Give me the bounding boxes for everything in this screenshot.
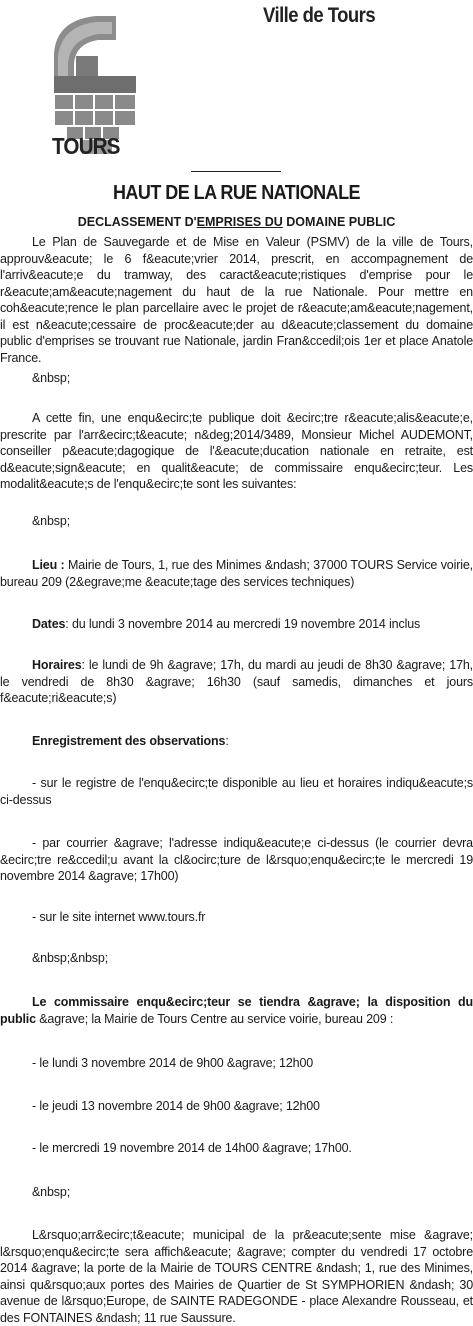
nbsp-line-4: &nbsp; — [32, 1185, 71, 1199]
observations-colon: : — [225, 734, 229, 748]
commissaire-label: Le commissaire enqu&ecirc;teur se tiendra &agrave; la disposition du public — [0, 995, 473, 1026]
subtitle-part-3: DOMAINE PUBLIC — [282, 215, 396, 229]
registre-item: - sur le registre de l'enqu&ecirc;te disponible au lieu et horaires indiqu&eacute;s ci-dessus — [0, 776, 473, 807]
horaires-paragraph — [0, 657, 473, 707]
subtitle-part-2: EMPRISES DU — [196, 215, 283, 229]
page-header — [0, 0, 473, 170]
logo-wordmark: TOURS — [52, 133, 120, 159]
enquete-paragraph: A cette fin, une enqu&ecirc;te publique doit &ecirc;tre r&eacute;alis&eacute;e, prescrite par l'arr&ecirc;t&eacute; n&deg;2014/3489, Monsieur Michel AUDEMONT, conseiller p&eacute;dagogique de l'&eacute;ducation nationale en retraite, est d&eacute;sign&eacute; en qualit&eacute; de commissaire enqu&ecirc;teur. Les modalit&eacute;s de l'enqu&ecirc;te sont les suivantes: — [0, 411, 473, 491]
permanence-date-3: - le mercredi 19 novembre 2014 de 14h00 &agrave; 17h00. — [32, 1141, 352, 1155]
commissaire-text: &agrave; la Mairie de Tours Centre au service voirie, bureau 209 : — [35, 1011, 394, 1026]
arrete-paragraph: L&rsquo;arr&ecirc;t&eacute; municipal de la pr&eacute;sente mise &agrave; l&rsquo;enqu&ecirc;te sera affich&eacute; &agrave; compter du vendredi 17 octobre 2014 &agrave; la porte de la Mairie de TOURS CENTRE &ndash; 1, rue des Minimes, ainsi qu&rsquo;aux portes des Mairies de Quartier de St SYMPHORIEN &ndash; 30 avenue de l&rsquo;Europe, de SAINTE RADEGONDE - place Alexandre Rousseau, et des FONTAINES &ndash; 11 rue Saussure. — [0, 1228, 473, 1325]
dates-paragraph — [0, 616, 473, 633]
intro-paragraph: Le Plan de Sauvegarde et de Mise en Valeur (PSMV) de la ville de Tours, approuv&eacute; le 6 f&eacute;vrier 2014, prescrit, en accompagnement de l'arriv&eacute;e du tramway, des caract&eacute;ristiques d'emprise pour le r&eacute;am&eacute;nagement du haut de la rue Nationale. Pour mettre en coh&eacute;rence le plan parcellaire avec le projet de r&eacute;am&eacute;nagement, il est n&eacute;cessaire de proc&eacute;der au d&eacute;classement du domaine public d'emprises se trouvant rue Nationale, jardin Fran&ccedil;ois 1er et place Anatole France. — [0, 235, 473, 365]
courrier-item: - par courrier &agrave; l'adresse indiqu&eacute;e ci-dessus (le courrier devra &ecirc;tre re&ccedil;u avant la cl&ocirc;ture de l&rsquo;enqu&ecirc;te le mercredi 19 novembre 2014 &agrave; 17h00) — [0, 836, 473, 883]
dates-label: Dates — [32, 617, 66, 631]
lieu-paragraph — [0, 557, 473, 590]
horaires-text: : le lundi de 9h &agrave; 17h, du mardi au jeudi de 8h30 &agrave; 17h, le vendredi de 8h30 &agrave; 16h30 (sauf samedis, dimanches et jours f&eacute;ri&eacute;s) — [0, 658, 473, 705]
nbsp-line-1: &nbsp; — [32, 371, 71, 385]
page-title: HAUT DE LA RUE NATIONALE — [112, 182, 361, 204]
lieu-label: Lieu : — [32, 558, 65, 572]
observations-label: Enregistrement des observations — [32, 734, 226, 748]
page-subtitle — [0, 215, 473, 229]
observations-heading — [0, 733, 473, 750]
commissaire-paragraph — [0, 994, 473, 1027]
subtitle-part-1: DECLASSEMENT D' — [77, 215, 197, 229]
nbsp-line-3: &nbsp;&nbsp; — [32, 951, 109, 965]
nbsp-line-2: &nbsp; — [32, 514, 71, 528]
dates-text: : du lundi 3 novembre 2014 au mercredi 19 novembre 2014 inclus — [65, 617, 421, 631]
lieu-text: Mairie de Tours, 1, rue des Minimes &ndash; 37000 TOURS Service voirie, bureau 209 (2&egrave;me &eacute;tage des services techniques) — [0, 558, 473, 589]
permanence-date-2: - le jeudi 13 novembre 2014 de 9h00 &agrave; 12h00 — [32, 1099, 320, 1113]
title-separator — [191, 171, 281, 172]
site-item: - sur le site internet www.tours.fr — [32, 910, 206, 924]
permanence-date-1: - le lundi 3 novembre 2014 de 9h00 &agrave; 12h00 — [32, 1056, 314, 1070]
horaires-label: Horaires — [32, 658, 82, 672]
city-name: Ville de Tours — [263, 4, 376, 27]
